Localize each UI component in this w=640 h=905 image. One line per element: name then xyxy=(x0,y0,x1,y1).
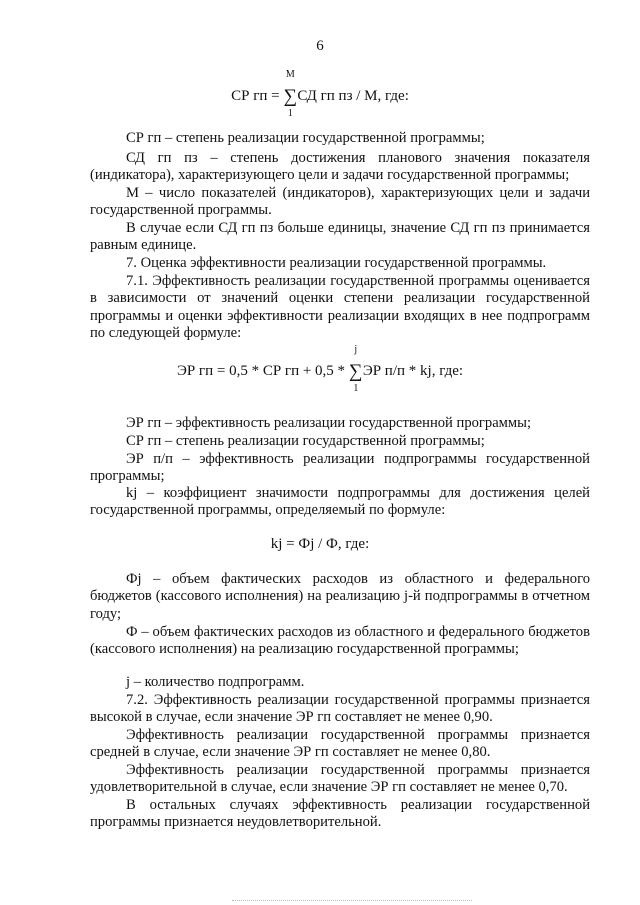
sum-upper-limit: M xyxy=(285,69,295,80)
formula-er-gp xyxy=(0,344,640,394)
formula-er-gp-right: ЭР п/п * kj, где: xyxy=(362,363,464,379)
sum-upper-limit: j xyxy=(354,344,358,355)
formula-sr-gp xyxy=(0,69,640,119)
formula-er-gp-left: ЭР гп = 0,5 * СР гп + 0,5 * xyxy=(176,363,349,379)
sum-symbol: M ∑ 1 xyxy=(283,69,298,119)
def-sr-gp-2: СР гп – степень реализации государственной программы; xyxy=(126,433,485,449)
section-7-2-high: 7.2. Эффективность реализации государственной программы признается высокой в случае, если значение ЭР гп составляет не менее 0,90. xyxy=(90,692,590,726)
footer-divider xyxy=(232,900,472,901)
sum-symbol: j ∑ 1 xyxy=(349,344,363,394)
section-7-1-text: 7.1. Эффективность реализации государственной программы оценивается в зависимости от значений оценки степени реализации государственной программы и оценки эффективности реализации входящих в нее подпрограмм по следующей формуле: xyxy=(90,273,590,342)
def-m: М – число показателей (индикаторов), характеризующих цели и задачи государственной программы. xyxy=(90,185,590,219)
def-f: Ф – объем фактических расходов из областного и федерального бюджетов (кассового исполнения) на реализацию государственной программы; xyxy=(90,624,590,658)
section-7-2-medium: Эффективность реализации государственной программы признается средней в случае, если значение ЭР гп составляет не менее 0,80. xyxy=(90,727,590,761)
def-fj: Фj – объем фактических расходов из областного и федерального бюджетов (кассового исполнения) на реализацию j-й подпрограммы в отчетном году; xyxy=(90,571,590,622)
page-number: 6 xyxy=(316,38,324,54)
section-7-heading: 7. Оценка эффективности реализации государственной программы. xyxy=(126,255,547,271)
formula-sr-gp-left: СР гп = xyxy=(231,88,284,104)
section-7-2-satisfactory: Эффективность реализации государственной программы признается удовлетворительной в случае, если значение ЭР гп составляет не менее 0,70. xyxy=(90,762,590,796)
def-sd-gp-pz: СД гп пз – степень достижения планового значения показателя (индикатора), характеризующего цели и задачи государственной программы; xyxy=(90,150,590,184)
section-7-2-unsatisfactory: В остальных случаях эффективность реализации государственной программы признается неудовлетворительной. xyxy=(90,797,590,831)
def-er-gp: ЭР гп – эффективность реализации государственной программы; xyxy=(126,415,531,431)
note-sd-max: В случае если СД гп пз больше единицы, значение СД гп пз принимается равным единице. xyxy=(90,220,590,254)
sum-lower-limit: 1 xyxy=(287,108,293,119)
formula-sr-gp-right: СД гп пз / М, где: xyxy=(297,88,409,104)
formula-kj: kj = Фj / Ф, где: xyxy=(270,536,370,552)
def-sr-gp: СР гп – степень реализации государственной программы; xyxy=(126,130,485,146)
sum-lower-limit: 1 xyxy=(353,383,359,394)
def-er-pp: ЭР п/п – эффективность реализации подпрограммы государственной программы; xyxy=(90,451,590,485)
def-j: j – количество подпрограмм. xyxy=(126,674,305,690)
def-kj: kj – коэффициент значимости подпрограммы для достижения целей государственной программы, определяемый по формуле: xyxy=(90,485,590,519)
